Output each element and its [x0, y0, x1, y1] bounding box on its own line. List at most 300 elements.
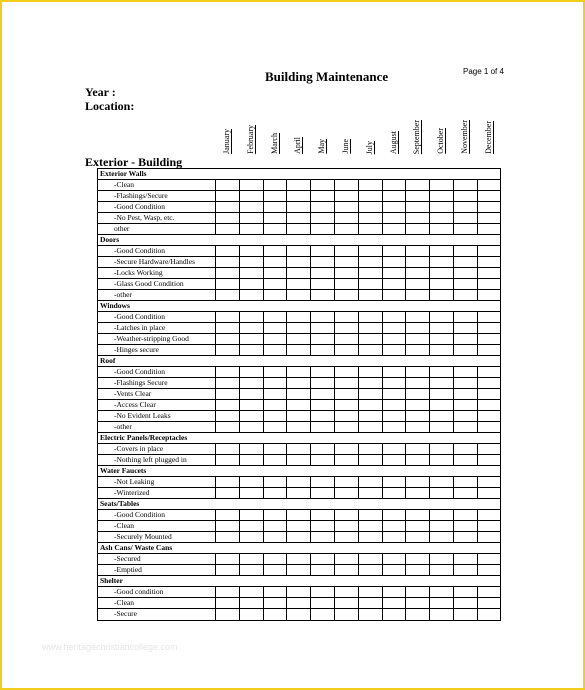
check-cell[interactable]	[216, 345, 240, 355]
check-cell[interactable]	[216, 312, 240, 322]
check-cell[interactable]	[264, 345, 288, 355]
check-cell[interactable]	[240, 554, 264, 564]
check-cell[interactable]	[430, 323, 454, 333]
check-cell[interactable]	[335, 400, 359, 410]
check-cell[interactable]	[264, 279, 288, 289]
check-cell[interactable]	[216, 565, 240, 575]
check-cell[interactable]	[383, 323, 407, 333]
check-cell[interactable]	[406, 345, 430, 355]
check-cell[interactable]	[430, 312, 454, 322]
check-cell[interactable]	[359, 213, 383, 223]
check-cell[interactable]	[264, 213, 288, 223]
check-cell[interactable]	[478, 521, 502, 531]
check-cell[interactable]	[287, 587, 311, 597]
check-cell[interactable]	[240, 312, 264, 322]
check-cell[interactable]	[264, 202, 288, 212]
check-cell[interactable]	[430, 224, 454, 234]
check-cell[interactable]	[240, 378, 264, 388]
check-cell[interactable]	[240, 246, 264, 256]
check-cell[interactable]	[216, 202, 240, 212]
check-cell[interactable]	[240, 345, 264, 355]
check-cell[interactable]	[311, 213, 335, 223]
check-cell[interactable]	[240, 455, 264, 465]
check-cell[interactable]	[406, 378, 430, 388]
check-cell[interactable]	[359, 224, 383, 234]
check-cell[interactable]	[335, 334, 359, 344]
check-cell[interactable]	[454, 378, 478, 388]
check-cell[interactable]	[335, 587, 359, 597]
check-cell[interactable]	[287, 202, 311, 212]
check-cell[interactable]	[264, 444, 288, 454]
check-cell[interactable]	[359, 400, 383, 410]
check-cell[interactable]	[478, 422, 502, 432]
check-cell[interactable]	[216, 455, 240, 465]
check-cell[interactable]	[478, 191, 502, 201]
check-cell[interactable]	[383, 345, 407, 355]
check-cell[interactable]	[406, 510, 430, 520]
check-cell[interactable]	[430, 202, 454, 212]
check-cell[interactable]	[430, 422, 454, 432]
check-cell[interactable]	[454, 521, 478, 531]
check-cell[interactable]	[406, 455, 430, 465]
check-cell[interactable]	[311, 367, 335, 377]
check-cell[interactable]	[264, 411, 288, 421]
check-cell[interactable]	[216, 290, 240, 300]
check-cell[interactable]	[264, 268, 288, 278]
check-cell[interactable]	[478, 598, 502, 608]
check-cell[interactable]	[240, 400, 264, 410]
check-cell[interactable]	[240, 510, 264, 520]
check-cell[interactable]	[311, 378, 335, 388]
check-cell[interactable]	[216, 367, 240, 377]
check-cell[interactable]	[430, 587, 454, 597]
check-cell[interactable]	[359, 323, 383, 333]
check-cell[interactable]	[240, 411, 264, 421]
check-cell[interactable]	[287, 488, 311, 498]
check-cell[interactable]	[335, 202, 359, 212]
check-cell[interactable]	[311, 290, 335, 300]
check-cell[interactable]	[287, 444, 311, 454]
check-cell[interactable]	[311, 565, 335, 575]
check-cell[interactable]	[383, 400, 407, 410]
check-cell[interactable]	[335, 257, 359, 267]
check-cell[interactable]	[216, 279, 240, 289]
check-cell[interactable]	[430, 191, 454, 201]
check-cell[interactable]	[335, 345, 359, 355]
check-cell[interactable]	[430, 510, 454, 520]
check-cell[interactable]	[406, 400, 430, 410]
check-cell[interactable]	[240, 323, 264, 333]
check-cell[interactable]	[454, 532, 478, 542]
check-cell[interactable]	[478, 510, 502, 520]
check-cell[interactable]	[406, 323, 430, 333]
check-cell[interactable]	[383, 521, 407, 531]
check-cell[interactable]	[406, 334, 430, 344]
check-cell[interactable]	[311, 268, 335, 278]
check-cell[interactable]	[478, 224, 502, 234]
check-cell[interactable]	[478, 279, 502, 289]
check-cell[interactable]	[335, 279, 359, 289]
check-cell[interactable]	[311, 521, 335, 531]
check-cell[interactable]	[240, 444, 264, 454]
check-cell[interactable]	[383, 477, 407, 487]
check-cell[interactable]	[478, 455, 502, 465]
check-cell[interactable]	[478, 334, 502, 344]
check-cell[interactable]	[359, 257, 383, 267]
check-cell[interactable]	[406, 367, 430, 377]
check-cell[interactable]	[287, 532, 311, 542]
check-cell[interactable]	[454, 268, 478, 278]
check-cell[interactable]	[430, 290, 454, 300]
check-cell[interactable]	[287, 257, 311, 267]
check-cell[interactable]	[359, 345, 383, 355]
check-cell[interactable]	[311, 598, 335, 608]
check-cell[interactable]	[311, 532, 335, 542]
check-cell[interactable]	[240, 367, 264, 377]
check-cell[interactable]	[335, 180, 359, 190]
check-cell[interactable]	[383, 224, 407, 234]
check-cell[interactable]	[216, 598, 240, 608]
check-cell[interactable]	[406, 411, 430, 421]
check-cell[interactable]	[216, 609, 240, 620]
check-cell[interactable]	[264, 422, 288, 432]
check-cell[interactable]	[478, 268, 502, 278]
check-cell[interactable]	[359, 488, 383, 498]
check-cell[interactable]	[311, 323, 335, 333]
check-cell[interactable]	[430, 257, 454, 267]
check-cell[interactable]	[406, 609, 430, 620]
check-cell[interactable]	[383, 213, 407, 223]
check-cell[interactable]	[240, 213, 264, 223]
check-cell[interactable]	[240, 279, 264, 289]
check-cell[interactable]	[430, 367, 454, 377]
check-cell[interactable]	[478, 378, 502, 388]
check-cell[interactable]	[478, 389, 502, 399]
check-cell[interactable]	[430, 554, 454, 564]
check-cell[interactable]	[264, 598, 288, 608]
check-cell[interactable]	[454, 565, 478, 575]
check-cell[interactable]	[335, 455, 359, 465]
check-cell[interactable]	[335, 521, 359, 531]
check-cell[interactable]	[216, 587, 240, 597]
check-cell[interactable]	[264, 609, 288, 620]
check-cell[interactable]	[383, 367, 407, 377]
check-cell[interactable]	[335, 488, 359, 498]
check-cell[interactable]	[406, 565, 430, 575]
check-cell[interactable]	[359, 411, 383, 421]
check-cell[interactable]	[478, 444, 502, 454]
check-cell[interactable]	[383, 191, 407, 201]
check-cell[interactable]	[335, 367, 359, 377]
check-cell[interactable]	[454, 180, 478, 190]
check-cell[interactable]	[383, 554, 407, 564]
check-cell[interactable]	[430, 609, 454, 620]
check-cell[interactable]	[216, 532, 240, 542]
check-cell[interactable]	[287, 554, 311, 564]
check-cell[interactable]	[287, 224, 311, 234]
check-cell[interactable]	[240, 334, 264, 344]
check-cell[interactable]	[454, 279, 478, 289]
check-cell[interactable]	[406, 587, 430, 597]
check-cell[interactable]	[383, 422, 407, 432]
check-cell[interactable]	[240, 257, 264, 267]
check-cell[interactable]	[287, 389, 311, 399]
check-cell[interactable]	[359, 609, 383, 620]
check-cell[interactable]	[287, 422, 311, 432]
check-cell[interactable]	[264, 290, 288, 300]
check-cell[interactable]	[406, 488, 430, 498]
check-cell[interactable]	[454, 290, 478, 300]
check-cell[interactable]	[454, 488, 478, 498]
check-cell[interactable]	[406, 290, 430, 300]
check-cell[interactable]	[430, 400, 454, 410]
check-cell[interactable]	[454, 257, 478, 267]
check-cell[interactable]	[240, 422, 264, 432]
check-cell[interactable]	[311, 411, 335, 421]
check-cell[interactable]	[287, 345, 311, 355]
check-cell[interactable]	[454, 444, 478, 454]
check-cell[interactable]	[383, 510, 407, 520]
check-cell[interactable]	[359, 455, 383, 465]
check-cell[interactable]	[383, 411, 407, 421]
check-cell[interactable]	[240, 598, 264, 608]
check-cell[interactable]	[359, 532, 383, 542]
check-cell[interactable]	[478, 290, 502, 300]
check-cell[interactable]	[478, 477, 502, 487]
check-cell[interactable]	[359, 598, 383, 608]
check-cell[interactable]	[264, 246, 288, 256]
check-cell[interactable]	[311, 257, 335, 267]
check-cell[interactable]	[335, 422, 359, 432]
check-cell[interactable]	[478, 312, 502, 322]
check-cell[interactable]	[383, 389, 407, 399]
check-cell[interactable]	[383, 378, 407, 388]
check-cell[interactable]	[478, 246, 502, 256]
check-cell[interactable]	[359, 378, 383, 388]
check-cell[interactable]	[264, 191, 288, 201]
check-cell[interactable]	[287, 323, 311, 333]
check-cell[interactable]	[335, 312, 359, 322]
check-cell[interactable]	[287, 334, 311, 344]
check-cell[interactable]	[383, 246, 407, 256]
check-cell[interactable]	[335, 378, 359, 388]
check-cell[interactable]	[359, 279, 383, 289]
check-cell[interactable]	[264, 521, 288, 531]
check-cell[interactable]	[240, 202, 264, 212]
check-cell[interactable]	[287, 477, 311, 487]
check-cell[interactable]	[287, 367, 311, 377]
check-cell[interactable]	[359, 422, 383, 432]
check-cell[interactable]	[430, 246, 454, 256]
check-cell[interactable]	[430, 334, 454, 344]
check-cell[interactable]	[335, 213, 359, 223]
check-cell[interactable]	[287, 246, 311, 256]
check-cell[interactable]	[430, 488, 454, 498]
check-cell[interactable]	[359, 477, 383, 487]
check-cell[interactable]	[359, 389, 383, 399]
check-cell[interactable]	[454, 598, 478, 608]
check-cell[interactable]	[216, 422, 240, 432]
check-cell[interactable]	[406, 554, 430, 564]
check-cell[interactable]	[406, 202, 430, 212]
check-cell[interactable]	[311, 400, 335, 410]
check-cell[interactable]	[311, 488, 335, 498]
check-cell[interactable]	[430, 268, 454, 278]
check-cell[interactable]	[430, 389, 454, 399]
check-cell[interactable]	[335, 565, 359, 575]
check-cell[interactable]	[311, 444, 335, 454]
check-cell[interactable]	[264, 389, 288, 399]
check-cell[interactable]	[287, 180, 311, 190]
check-cell[interactable]	[406, 598, 430, 608]
check-cell[interactable]	[335, 554, 359, 564]
check-cell[interactable]	[478, 532, 502, 542]
check-cell[interactable]	[359, 191, 383, 201]
check-cell[interactable]	[264, 312, 288, 322]
check-cell[interactable]	[240, 609, 264, 620]
check-cell[interactable]	[335, 532, 359, 542]
check-cell[interactable]	[287, 510, 311, 520]
check-cell[interactable]	[454, 477, 478, 487]
check-cell[interactable]	[478, 367, 502, 377]
check-cell[interactable]	[454, 345, 478, 355]
check-cell[interactable]	[335, 290, 359, 300]
check-cell[interactable]	[454, 510, 478, 520]
check-cell[interactable]	[216, 411, 240, 421]
check-cell[interactable]	[311, 455, 335, 465]
check-cell[interactable]	[287, 290, 311, 300]
check-cell[interactable]	[311, 389, 335, 399]
check-cell[interactable]	[287, 213, 311, 223]
check-cell[interactable]	[383, 532, 407, 542]
check-cell[interactable]	[335, 444, 359, 454]
check-cell[interactable]	[478, 565, 502, 575]
check-cell[interactable]	[359, 510, 383, 520]
check-cell[interactable]	[311, 334, 335, 344]
check-cell[interactable]	[430, 444, 454, 454]
check-cell[interactable]	[454, 455, 478, 465]
check-cell[interactable]	[264, 565, 288, 575]
check-cell[interactable]	[264, 510, 288, 520]
check-cell[interactable]	[311, 554, 335, 564]
check-cell[interactable]	[216, 323, 240, 333]
check-cell[interactable]	[454, 323, 478, 333]
check-cell[interactable]	[359, 554, 383, 564]
check-cell[interactable]	[383, 587, 407, 597]
check-cell[interactable]	[478, 213, 502, 223]
check-cell[interactable]	[311, 609, 335, 620]
check-cell[interactable]	[264, 455, 288, 465]
check-cell[interactable]	[454, 191, 478, 201]
check-cell[interactable]	[287, 411, 311, 421]
check-cell[interactable]	[264, 554, 288, 564]
check-cell[interactable]	[454, 400, 478, 410]
check-cell[interactable]	[406, 246, 430, 256]
check-cell[interactable]	[240, 268, 264, 278]
check-cell[interactable]	[216, 257, 240, 267]
check-cell[interactable]	[335, 477, 359, 487]
check-cell[interactable]	[287, 455, 311, 465]
check-cell[interactable]	[430, 345, 454, 355]
check-cell[interactable]	[240, 521, 264, 531]
check-cell[interactable]	[430, 598, 454, 608]
check-cell[interactable]	[216, 554, 240, 564]
check-cell[interactable]	[478, 587, 502, 597]
check-cell[interactable]	[430, 565, 454, 575]
check-cell[interactable]	[240, 191, 264, 201]
check-cell[interactable]	[454, 609, 478, 620]
check-cell[interactable]	[359, 180, 383, 190]
check-cell[interactable]	[406, 257, 430, 267]
check-cell[interactable]	[478, 202, 502, 212]
check-cell[interactable]	[430, 532, 454, 542]
check-cell[interactable]	[240, 389, 264, 399]
check-cell[interactable]	[430, 411, 454, 421]
check-cell[interactable]	[359, 587, 383, 597]
check-cell[interactable]	[311, 202, 335, 212]
check-cell[interactable]	[216, 477, 240, 487]
check-cell[interactable]	[287, 268, 311, 278]
check-cell[interactable]	[311, 422, 335, 432]
check-cell[interactable]	[264, 180, 288, 190]
check-cell[interactable]	[454, 224, 478, 234]
check-cell[interactable]	[359, 444, 383, 454]
check-cell[interactable]	[406, 224, 430, 234]
check-cell[interactable]	[454, 334, 478, 344]
check-cell[interactable]	[478, 411, 502, 421]
check-cell[interactable]	[383, 455, 407, 465]
check-cell[interactable]	[216, 488, 240, 498]
check-cell[interactable]	[406, 268, 430, 278]
check-cell[interactable]	[406, 180, 430, 190]
check-cell[interactable]	[406, 477, 430, 487]
check-cell[interactable]	[406, 279, 430, 289]
check-cell[interactable]	[287, 191, 311, 201]
check-cell[interactable]	[478, 323, 502, 333]
check-cell[interactable]	[264, 334, 288, 344]
check-cell[interactable]	[216, 213, 240, 223]
check-cell[interactable]	[311, 587, 335, 597]
check-cell[interactable]	[406, 312, 430, 322]
check-cell[interactable]	[240, 565, 264, 575]
check-cell[interactable]	[359, 312, 383, 322]
check-cell[interactable]	[216, 521, 240, 531]
check-cell[interactable]	[335, 268, 359, 278]
check-cell[interactable]	[311, 510, 335, 520]
check-cell[interactable]	[359, 246, 383, 256]
check-cell[interactable]	[264, 477, 288, 487]
check-cell[interactable]	[264, 323, 288, 333]
check-cell[interactable]	[406, 532, 430, 542]
check-cell[interactable]	[383, 202, 407, 212]
check-cell[interactable]	[430, 455, 454, 465]
check-cell[interactable]	[359, 334, 383, 344]
check-cell[interactable]	[216, 510, 240, 520]
check-cell[interactable]	[406, 213, 430, 223]
check-cell[interactable]	[311, 246, 335, 256]
check-cell[interactable]	[311, 191, 335, 201]
check-cell[interactable]	[311, 477, 335, 487]
check-cell[interactable]	[359, 268, 383, 278]
check-cell[interactable]	[383, 180, 407, 190]
check-cell[interactable]	[430, 521, 454, 531]
check-cell[interactable]	[406, 444, 430, 454]
check-cell[interactable]	[264, 367, 288, 377]
check-cell[interactable]	[383, 609, 407, 620]
check-cell[interactable]	[287, 312, 311, 322]
check-cell[interactable]	[478, 609, 502, 620]
check-cell[interactable]	[383, 488, 407, 498]
